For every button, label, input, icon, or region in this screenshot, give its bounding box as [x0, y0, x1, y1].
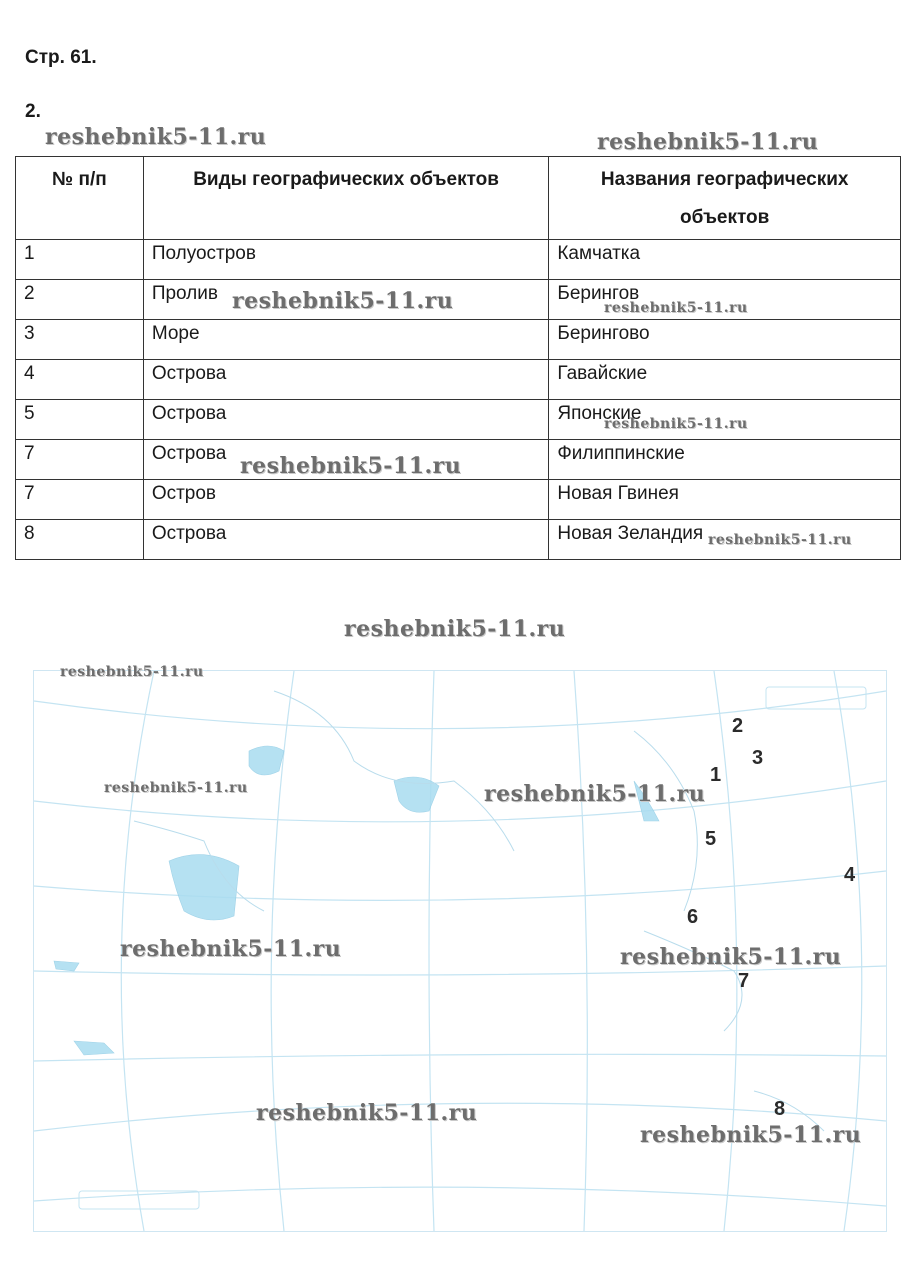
geography-table — [15, 156, 901, 560]
watermark: reshebnik5-11.ru — [240, 453, 462, 479]
watermark: reshebnik5-11.ru — [597, 129, 819, 155]
watermark: reshebnik5-11.ru — [620, 944, 842, 970]
watermark: reshebnik5-11.ru — [120, 936, 342, 962]
table-row — [16, 360, 901, 400]
table-row — [16, 400, 901, 440]
task-number: 2. — [25, 101, 41, 122]
watermark: reshebnik5-11.ru — [256, 1100, 478, 1126]
cell-name: Японские — [549, 400, 901, 440]
table-row — [16, 320, 901, 360]
header-number: № п/п — [16, 157, 144, 240]
cell-type: Острова — [143, 440, 549, 480]
cell-type: Острова — [143, 360, 549, 400]
cell-name: Камчатка — [549, 240, 901, 280]
watermark: reshebnik5-11.ru — [604, 300, 748, 316]
page-title: Стр. 61. — [25, 47, 97, 68]
header-object-name: Названия географических объектов — [549, 157, 901, 240]
watermark: reshebnik5-11.ru — [484, 781, 706, 807]
cell-number: 3 — [16, 320, 144, 360]
cell-name: Новая Гвинея — [549, 480, 901, 520]
cell-type: Остров — [143, 480, 549, 520]
cell-number: 7 — [16, 480, 144, 520]
watermark: reshebnik5-11.ru — [60, 664, 204, 680]
cell-name: Филиппинские — [549, 440, 901, 480]
map-label-2: 2 — [732, 715, 744, 737]
map-label-6: 6 — [687, 906, 699, 928]
cell-number: 2 — [16, 280, 144, 320]
watermark: reshebnik5-11.ru — [344, 616, 566, 642]
watermark: reshebnik5-11.ru — [708, 532, 852, 548]
cell-name: Берингов — [549, 280, 901, 320]
map-label-1: 1 — [710, 764, 722, 786]
watermark: reshebnik5-11.ru — [232, 288, 454, 314]
map-label-3: 3 — [752, 747, 764, 769]
cell-type: Острова — [143, 520, 549, 560]
map-label-7: 7 — [738, 970, 750, 992]
map-label-8: 8 — [774, 1098, 786, 1120]
header-object-type: Виды географических объектов — [143, 157, 549, 240]
cell-name: Берингово — [549, 320, 901, 360]
watermark: reshebnik5-11.ru — [604, 416, 748, 432]
cell-type: Острова — [143, 400, 549, 440]
watermark: reshebnik5-11.ru — [45, 124, 267, 150]
map-label-4: 4 — [844, 864, 856, 886]
table-row — [16, 280, 901, 320]
map-label-5: 5 — [705, 828, 717, 850]
watermark: reshebnik5-11.ru — [640, 1122, 862, 1148]
cell-type: Море — [143, 320, 549, 360]
table-row — [16, 480, 901, 520]
table-row — [16, 240, 901, 280]
cell-name: Новая Зеландия — [549, 520, 901, 560]
cell-number: 4 — [16, 360, 144, 400]
cell-number: 8 — [16, 520, 144, 560]
table-header-row — [16, 157, 901, 240]
cell-name: Гавайские — [549, 360, 901, 400]
cell-type: Полуостров — [143, 240, 549, 280]
cell-number: 7 — [16, 440, 144, 480]
cell-number: 1 — [16, 240, 144, 280]
cell-number: 5 — [16, 400, 144, 440]
watermark: reshebnik5-11.ru — [104, 780, 248, 796]
cell-type: Пролив — [143, 280, 549, 320]
